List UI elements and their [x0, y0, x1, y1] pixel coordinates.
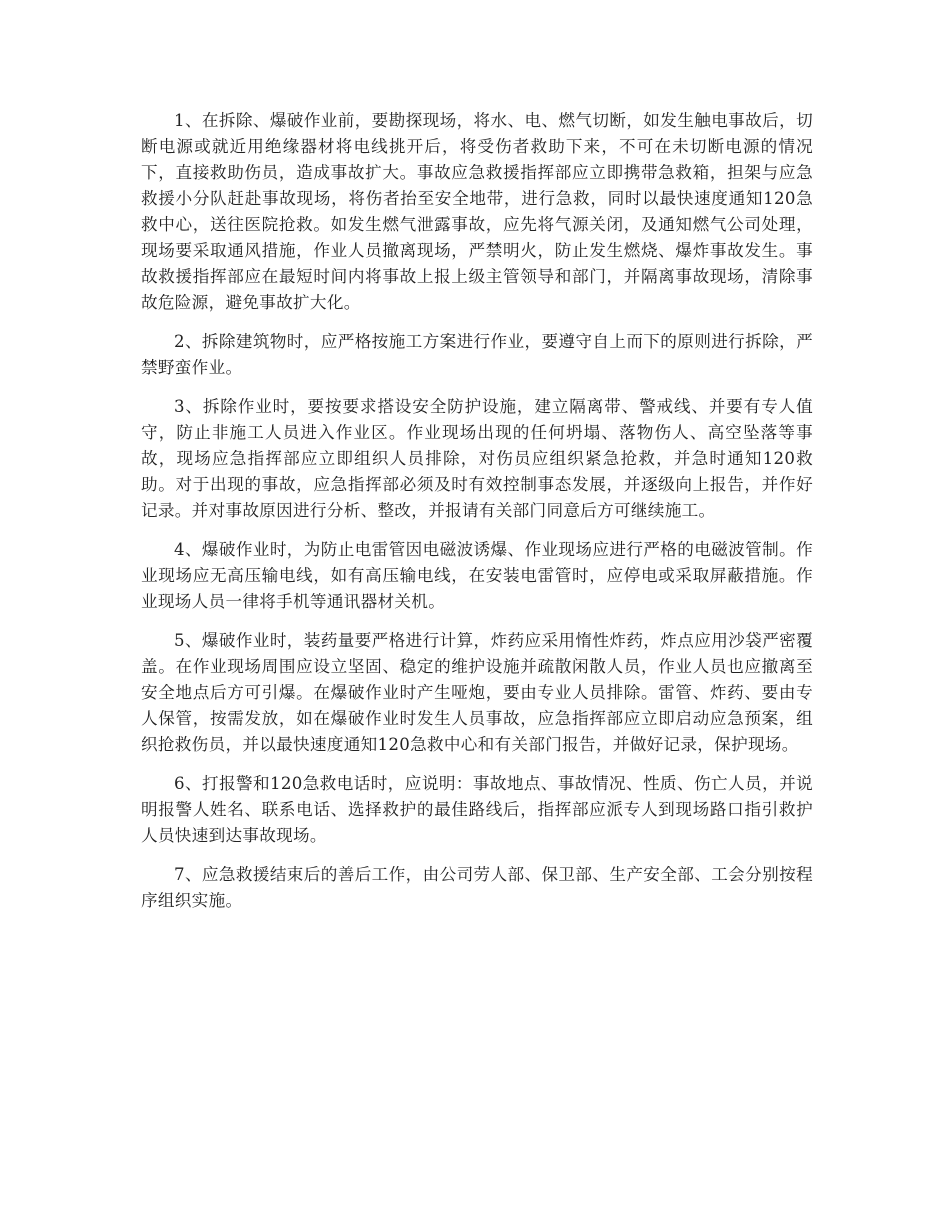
- paragraph-2: 2、拆除建筑物时，应严格按施工方案进行作业，要遵守自上而下的原则进行拆除，严禁野蛮作业。: [141, 332, 813, 377]
- paragraph-4: 4、爆破作业时，为防止电雷管因电磁波诱爆、作业现场应进行严格的电磁波管制。作业现场应无高压输电线，如有高压输电线，在安装电雷管时，应停电或采取屏蔽措施。作业现场人员一律将手机等通讯器材关机。: [141, 540, 813, 611]
- paragraph-1: 1、在拆除、爆破作业前，要勘探现场，将水、电、燃气切断，如发生触电事故后，切断电源或就近用绝缘器材将电线挑开后，将受伤者救助下来，不可在未切断电源的情况下，直接救助伤员，造成事故扩大。事故应急救援指挥部应立即携带急救箱，担架与应急救援小分队赶赴事故现场，将伤者抬至安全地带，进行急救，同时以最快速度通知120急救中心，送往医院抢救。如发生燃气泄露事故，应先将气源关闭，及通知燃气公司处理，现场要采取通风措施，作业人员撤离现场，严禁明火，防止发生燃烧、爆炸事故发生。事故救援指挥部应在最短时间内将事故上报上级主管领导和部门，并隔离事故现场，清除事故危险源，避免事故扩大化。: [141, 111, 813, 312]
- paragraph-6: 6、打报警和120急救电话时，应说明：事故地点、事故情况、性质、伤亡人员，并说明报警人姓名、联系电话、选择救护的最佳路线后，指挥部应派专人到现场路口指引救护人员快速到达事故现场。: [141, 774, 813, 845]
- paragraph-7: 7、应急救援结束后的善后工作，由公司劳人部、保卫部、生产安全部、工会分别按程序组织实施。: [141, 865, 813, 910]
- document-body: [141, 108, 813, 927]
- paragraph-3: 3、拆除作业时，要按要求搭设安全防护设施，建立隔离带、警戒线、并要有专人值守，防止非施工人员进入作业区。作业现场出现的任何坍塌、落物伤人、高空坠落等事故，现场应急指挥部应立即组织人员排除，对伤员应组织紧急抢救，并急时通知120救助。对于出现的事故，应急指挥部必须及时有效控制事态发展，并逐级向上报告，并作好记录。并对事故原因进行分析、整改，并报请有关部门同意后方可继续施工。: [141, 397, 813, 520]
- paragraph-5: 5、爆破作业时，装药量要严格进行计算，炸药应采用惰性炸药，炸点应用沙袋严密覆盖。在作业现场周围应设立坚固、稳定的维护设施并疏散闲散人员，作业人员也应撤离至安全地点后方可引爆。在爆破作业时产生哑炮，要由专业人员排除。雷管、炸药、要由专人保管，按需发放，如在爆破作业时发生人员事故，应急指挥部应立即启动应急预案，组织抢救伤员，并以最快速度通知120急救中心和有关部门报告，并做好记录，保护现场。: [141, 631, 813, 754]
